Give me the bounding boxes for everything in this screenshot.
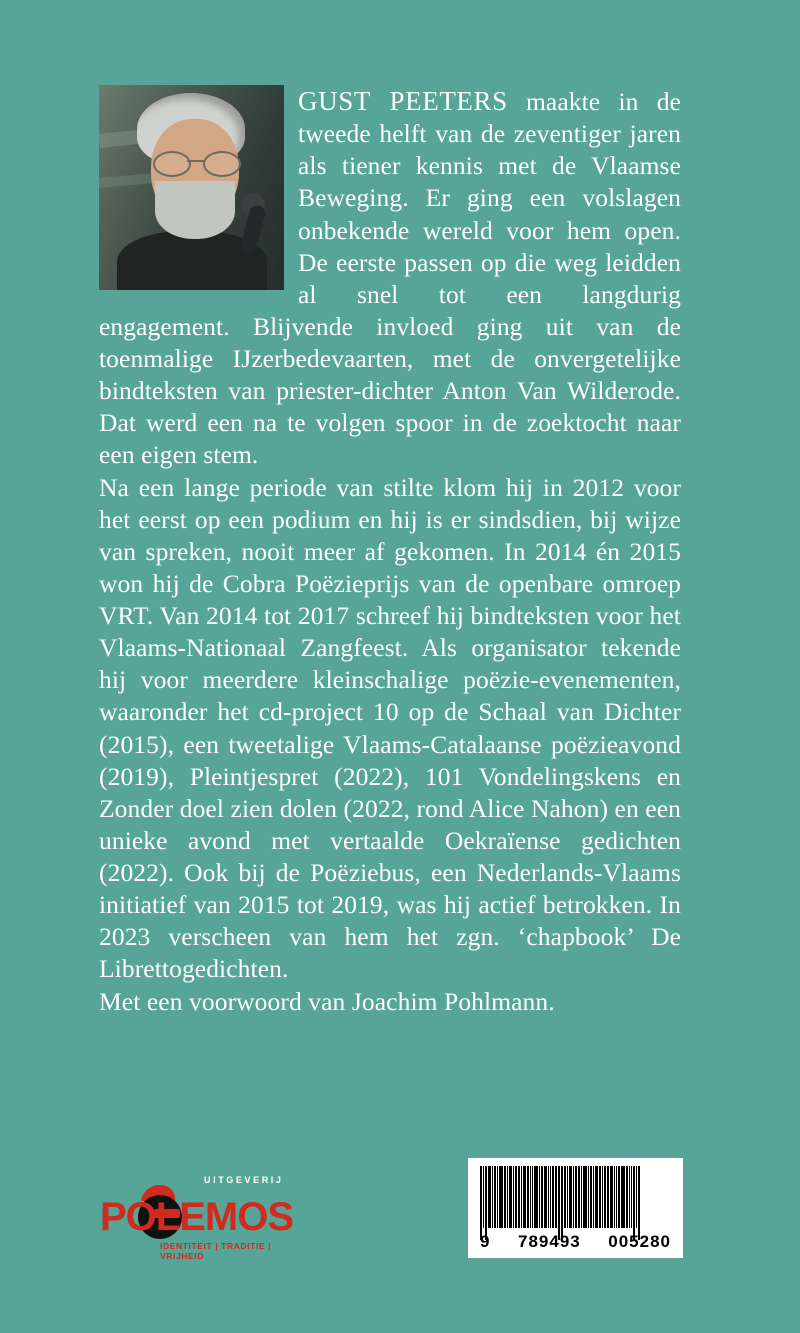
barcode-digits	[480, 1232, 671, 1252]
back-cover-text	[99, 84, 681, 1018]
portrait-text-wrap-spacer	[99, 84, 298, 297]
author-name: GUST PEETERS	[298, 86, 508, 116]
isbn-barcode	[468, 1158, 683, 1258]
bio-paragraph-1-text: maakte in de tweede helft van de zeventiger jaren als tiener kennis met de Vlaamse Beweging. Er ging een volslagen onbekende wereld voor hem open. De eerste passen op die weg leidden al snel tot een langdurig engagement. Blijvende invloed ging uit van de toenmalige IJzerbedevaarten, met de onvergetelijke bindteksten van priester-dichter Anton Van Wilderode. Dat werd een na te volgen spoor in de zoektocht naar een eigen stem.	[99, 87, 681, 470]
barcode-group-2: 005280	[608, 1232, 671, 1251]
publisher-kicker: UITGEVERIJ	[204, 1175, 284, 1185]
barcode-digit-left: 9	[480, 1232, 491, 1251]
barcode-bars	[480, 1166, 671, 1228]
bio-paragraph-2: Na een lange periode van stilte klom hij in 2012 voor het eerst op een podium en hij is er sindsdien, bij wijze van spreken, nooit meer af gekomen. In 2014 én 2015 won hij de Cobra Poëzieprijs van de openbare omroep VRT. Van 2014 tot 2017 schreef hij bindteksten voor het Vlaams-Nationaal Zangfeest. Als organisator tekende hij voor meerdere kleinschalige poëzie-evenementen, waaronder het cd-project 10 op de Schaal van Dichter (2015), een tweetalige Vlaams-Catalaanse poëzieavond (2019), Pleintjespret (2022), 101 Vondelingskens en Zonder doel zien dolen (2022, rond Alice Nahon) en een unieke avond met vertaalde Oekraïense gedichten (2022). Ook bij de Poëziebus, een Nederlands-Vlaams initiatief van 2015 tot 2019, was hij actief betrokken. In 2023 verscheen van hem het zgn. ‘chapbook’ De Librettogedichten.	[99, 472, 681, 984]
publisher-name: POLEMOS	[100, 1195, 294, 1239]
barcode-group-1: 789493	[518, 1232, 581, 1251]
publisher-tagline: IDENTITEIT | TRADITIE | VRIJHEID	[160, 1241, 272, 1261]
publisher-logo	[100, 1175, 305, 1261]
foreword-credit: Met een voorwoord van Joachim Pohlmann.	[99, 986, 555, 1016]
